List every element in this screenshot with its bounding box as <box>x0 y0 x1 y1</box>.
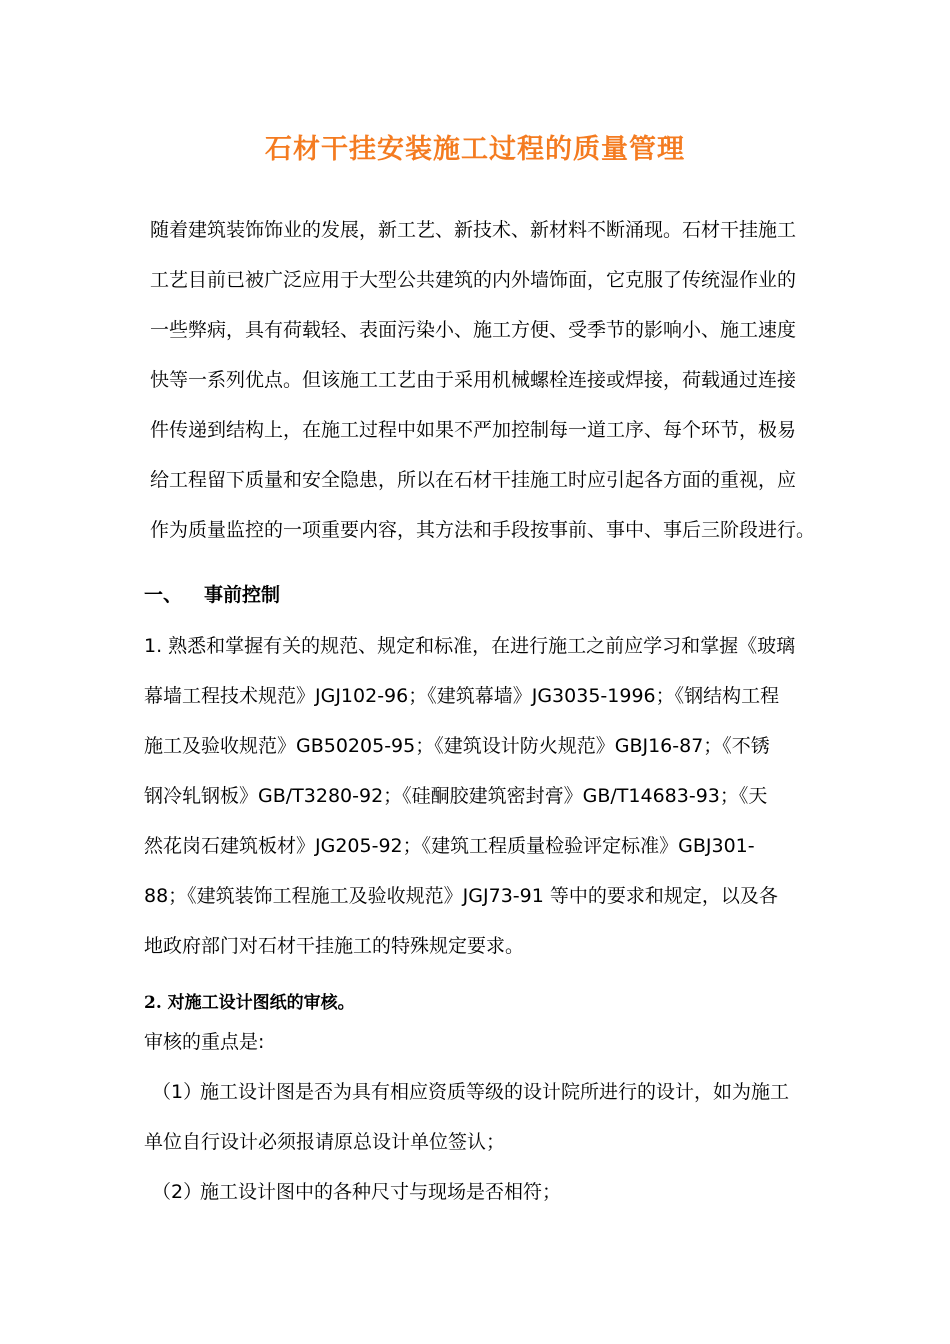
item1-line: 然花岗石建筑板材》JG205-92；《建筑工程质量检验评定标准》GBJ301- <box>144 835 755 857</box>
item1-line: 钢冷轧钢板》GB/T3280-92；《硅酮胶建筑密封膏》GB/T14683-93；《天 <box>144 785 768 807</box>
item2-lead: 审核的重点是: <box>144 1031 265 1053</box>
item1-line: 幕墙工程技术规范》JGJ102-96；《建筑幕墙》JG3035-1996；《钢结构工程 <box>144 685 780 707</box>
section-title: 事前控制 <box>204 584 281 606</box>
section-number: 一、 <box>144 584 183 606</box>
item1-line: 地政府部门对石材干挂施工的特殊规定要求。 <box>144 935 525 957</box>
intro-paragraph <box>150 205 815 555</box>
point-2-line1 <box>144 1177 561 1207</box>
intro-line: 作为质量监控的一项重要内容，其方法和手段按事前、事中、事后三阶段进行。 <box>150 519 816 541</box>
item1-paragraph <box>144 621 824 971</box>
intro-line: 给工程留下质量和安全隐患，所以在石材干挂施工时应引起各方面的重视，应 <box>150 469 797 491</box>
item1-line: 1. 熟悉和掌握有关的规范、规定和标准，在进行施工之前应学习和掌握《玻璃 <box>144 635 796 657</box>
intro-line: 件传递到结构上，在施工过程中如果不严加控制每一道工序、每个环节，极易 <box>150 419 797 441</box>
section-heading <box>144 580 280 610</box>
point-text: 施工设计图中的各种尺寸与现场是否相符； <box>200 1181 562 1203</box>
point-number: （2） <box>152 1181 203 1203</box>
document-title: 石材干挂安装施工过程的质量管理 <box>265 134 685 165</box>
intro-line: 随着建筑装饰饰业的发展，新工艺、新技术、新材料不断涌现。石材干挂施工 <box>150 219 797 241</box>
intro-line: 快等一系列优点。但该施工工艺由于采用机械螺栓连接或焊接，荷载通过连接 <box>150 369 797 391</box>
intro-line: 工艺目前已被广泛应用于大型公共建筑的内外墙饰面，它克服了传统湿作业的 <box>150 269 797 291</box>
item1-line: 施工及验收规范》GB50205-95；《建筑设计防火规范》GBJ16-87；《不锈 <box>144 735 770 757</box>
item2-heading: 2. 对施工设计图纸的审核。 <box>144 993 355 1013</box>
point-1-line2: 单位自行设计必须报请原总设计单位签认； <box>144 1131 506 1153</box>
point-number: （1） <box>152 1081 203 1103</box>
item1-line: 88；《建筑装饰工程施工及验收规范》JGJ73-91 等中的要求和规定，以及各 <box>144 885 778 907</box>
intro-line: 一些弊病，具有荷载轻、表面污染小、施工方便、受季节的影响小、施工速度 <box>150 319 797 341</box>
point-text: 施工设计图是否为具有相应资质等级的设计院所进行的设计，如为施工 <box>200 1081 790 1103</box>
point-1-line1 <box>144 1077 789 1107</box>
